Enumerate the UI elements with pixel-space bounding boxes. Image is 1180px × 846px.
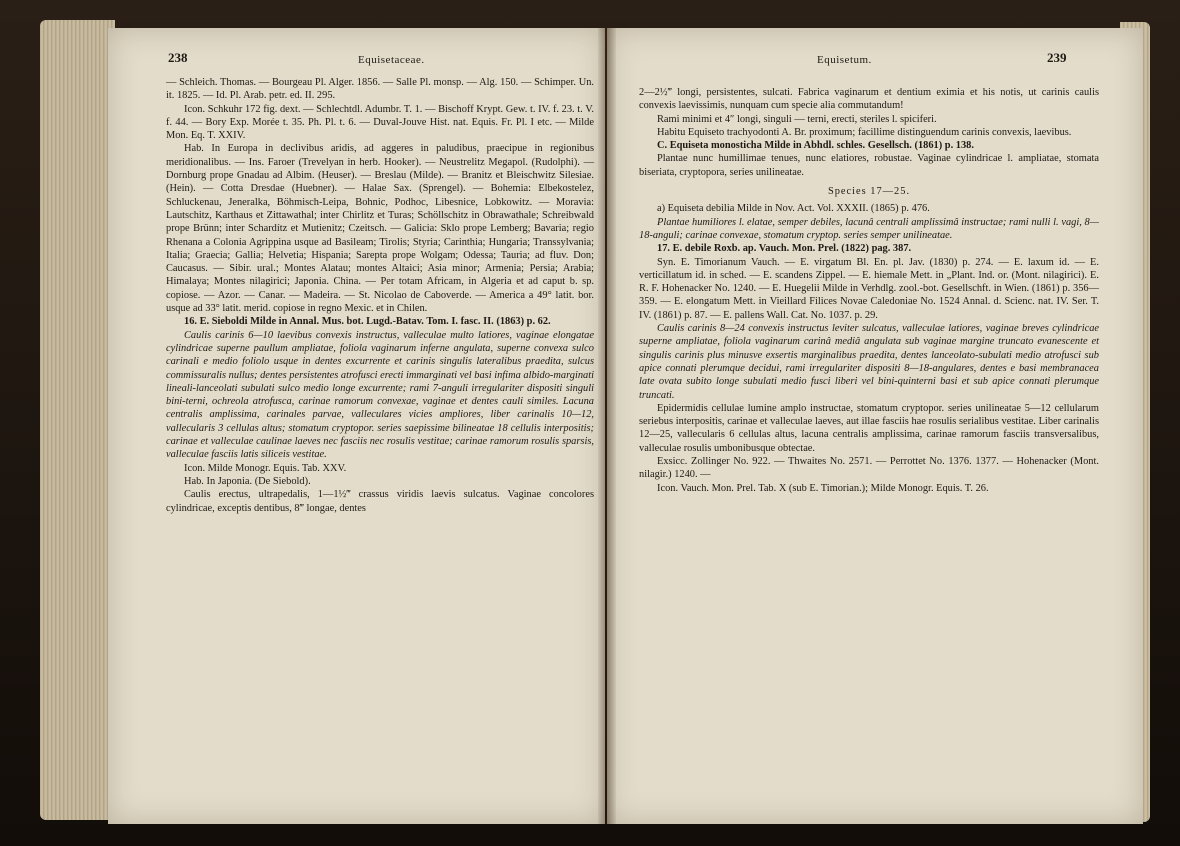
right-running-head: Equisetum.	[817, 54, 872, 66]
right-para-3: C. Equiseta monosticha Milde in Abhdl. schles. Gesellsch. (1861) p. 138.	[657, 140, 974, 152]
right-para-13: Icon. Vauch. Mon. Prel. Tab. X (sub E. Timorian.); Milde Monogr. Equis. T. 26.	[657, 482, 989, 494]
book-gutter	[598, 28, 616, 824]
left-para-6: Hab. In Japonia. (De Siebold).	[184, 475, 311, 487]
right-para-7: Plantae humiliores l. elatae, semper debiles, lacunâ centrali amplissimâ instructae; rami nulli l. vagi, 8—18-anguli; carinae convexae, stomatum cryptop. series semper unilineatae.	[639, 216, 1099, 241]
right-body	[639, 86, 1099, 495]
left-running-head: Equisetaceae.	[358, 54, 425, 66]
left-body	[166, 76, 594, 515]
left-para-4: Caulis carinis 6—10 laevibus convexis instructus, valleculae multo latiores, vaginae elongatae cylindricae superne paullum ampliatae, foliola vaginarum inferne angulata, superne convexa sulco carinali e medio foliolo usque in dentes excurrente et carinis singulis lateralibus praedita, sulcus commissuralis nullus; dentes persistentes atrofusci erecti immarginati vel basi infima albido-marginati lineali-lanceolati subulati sulco medio longe excurrente; rami 7-anguli irregulariter dispositi singuli bini-terni, ochreola atrofusca, carinae ramorum convexae, vaginae et dentes cauli similes. Lacuna centralis amplissima, carinales parvae, valleculares vicies ampliores, liber carinalis 10—12, vallecularis 3 cellulas altus; stomatum cryptopor. series saepissime bilineatae 18 cellulis interpositis; carinae et valleculae caulinae laeves nec fasciis nec rosulis vestitae; carinae ramorum rosulis sparsis, valleculae fasciis latis siliceis vestitae.	[166, 329, 594, 461]
right-para-9: Syn. E. Timorianum Vauch. — E. virgatum Bl. En. pl. Jav. (1830) p. 274. — E. laxum id. — E. verticillatum id. in sched. — E. scandens Zippel. — E. hiemale Mett. in „Plant. Ind. or. (Mont. nilagirici). E. R. F. Hohenacker No. 1240. — E. Huegelii Milde in Verhdlg. zool.-bot. Gesellschft. in Wien. (1861) p. 356—359. — E. elongatum Mett. in Vieillard Filices Novae Caledoniae No. 1524 Annal. d. Scienc. nat. IV. Ser. T. IV. (1861) p. 87. — E. pallens Wall. Cat. No. 1037. p. 29.	[639, 256, 1099, 321]
right-para-11: Epidermidis cellulae lumine amplo instructae, stomatum cryptopor. series unilineatae 5—12 cellularum seriebus interpositis, carinae et valleculae laeves, aut illae fasciis hae rosulis serialibus vestitae. Liber carinalis 12—25, vallecularis 6 cellulas altus, lacuna centralis amplissima, carinae ramorum fasciis transversalibus, valleculae rosulis umbonibusque obtectae.	[639, 402, 1099, 454]
left-para-1: Icon. Schkuhr 172 fig. dext. — Schlechtdl. Adumbr. T. 1. — Bischoff Krypt. Gew. t. IV. f. 23. t. V. f. 44. — Bory Exp. Morée t. 35. Ph. Pl. t. 6. — Duval-Jouve Hist. nat. Equis. Fr. Pl. I etc. — Milde Mon. Eq. T. XXIV.	[166, 103, 594, 142]
page-edges-left	[40, 20, 115, 820]
right-page-number: 239	[1047, 50, 1067, 65]
right-para-1: Rami minimi et 4″ longi, singuli — terni, erecti, steriles l. spiciferi.	[657, 113, 937, 125]
right-para-2: Habitu Equiseto trachyodonti A. Br. proximum; facillime distinguendum carinis convexis, laevibus.	[657, 126, 1072, 138]
right-para-4: Plantae nunc humillimae tenues, nunc elatiores, robustae. Vaginae cylindricae l. ampliatae, stomata biseriata, cryptopora, series unilineatae.	[639, 153, 1099, 178]
left-para-3: 16. E. Sieboldi Milde in Annal. Mus. bot. Lugd.-Batav. Tom. I. fasc. II. (1863) p. 62.	[184, 316, 551, 328]
left-para-7: Caulis erectus, ultrapedalis, 1—1½‴ crassus viridis laevis sulcatus. Vaginae concolores cylindricae, exceptis dentibus, 8‴ longae, dentes	[166, 489, 594, 514]
right-para-8: 17. E. debile Roxb. ap. Vauch. Mon. Prel. (1822) pag. 387.	[657, 243, 912, 255]
right-para-6: a) Equiseta debilia Milde in Nov. Act. Vol. XXXII. (1865) p. 476.	[657, 203, 930, 215]
right-para-12: Exsicc. Zollinger No. 922. — Thwaites No. 2571. — Perrottet No. 1376. 1377. — Hohenacker (Mont. nilagir.) 1240. —	[639, 456, 1099, 481]
left-para-5: Icon. Milde Monogr. Equis. Tab. XXV.	[184, 462, 347, 474]
right-page	[607, 28, 1143, 824]
left-para-0: — Schleich. Thomas. — Bourgeau Pl. Alger. 1856. — Salle Pl. monsp. — Alg. 150. — Schimper. Un. it. 1825. — Id. Pl. Arab. petr. ed. II. 295.	[166, 77, 594, 102]
left-para-2: Hab. In Europa in declivibus aridis, ad aggeres in paludibus, praecipue in regionibus meridionalibus. — Ins. Faroer (Trevelyan in herb. Hooker). — Neustrelitz Megapol. (Rudolphi). — Dornburg prope Gnadau ad Albim. (Heuser). — Breslau (Milde). — Branitz et Bleischwitz Silesiae. (Hein). — Cotta Dresdae (Huebner). — Halae Sax. (Sprengel). — Bohemia: Elbekostelez, Schluckenau, Jeneralka, Böhmisch-Leipa, Bohnic, Podhoc, Libesnice, Lobkowitz. — Moravia: Lautschitz, Karthaus et Zittawathal; inter Chirlitz et Turas; Schöllschitz in Obrawathale; Schreibwald prope Brünn; inter Schardítz et Mutienitz; Czeitsch. — Galicia: Sklo prope Lemberg; Bavaria; regio Rhenana a Colonia Agrippina usque ad Basileam; Tirolis; Styria; Carinthia; Hungaria; Transsylvania; Italia; Graecia; Gallia; Helvetia; Hispania; Sarepta prope Wolgam; Odessa; Tauria; ad fluv. Don; Caucasus. — Sibir. ural.; Montes Alatau; montes Altaici; Asia minor; Armenia; Persia; Arabia; Himalaya; Montes nilagirici; Japonia. China. — Per totam Africam, in Algeria et ad caput b. sp. copiose. — Azor. — Canar. — Madeira. — St. Nicolao de Caboverde. — America a 49° latit. bor. usque ad 33° latit. merid. copiose in regno Mexic. et in Chilen.	[166, 143, 594, 315]
left-page-number: 238	[168, 50, 188, 65]
right-para-0: 2—2½‴ longi, persistentes, sulcati. Fabrica vaginarum et dentium eximia et his notis, ut carinis caulis convexis laevissimis, nunquam cum specie alia commutandum!	[639, 87, 1099, 112]
left-page	[108, 28, 605, 824]
right-section-head: Species 17—25.	[827, 186, 911, 198]
right-para-10: Caulis carinis 8—24 convexis instructus leviter sulcatus, valleculae latiores, vaginae breves cylindricae superne ampliatae, foliola vaginarum carinâ mediâ angulata sub vaginae margine truncato evanescente et singulis carinis plus minusve exsertis marginalibus praedita, dentes lanceolato-subulati medio atrofusci sub apice connati plerumque decidui, rami irregulariter dispositi 8—18-angulares, dentes e basi membranacea late ovata subito longe subulati medio fusci liberi vel bini-quinterni basi et sub apice connati plerumque truncati.	[639, 323, 1099, 401]
